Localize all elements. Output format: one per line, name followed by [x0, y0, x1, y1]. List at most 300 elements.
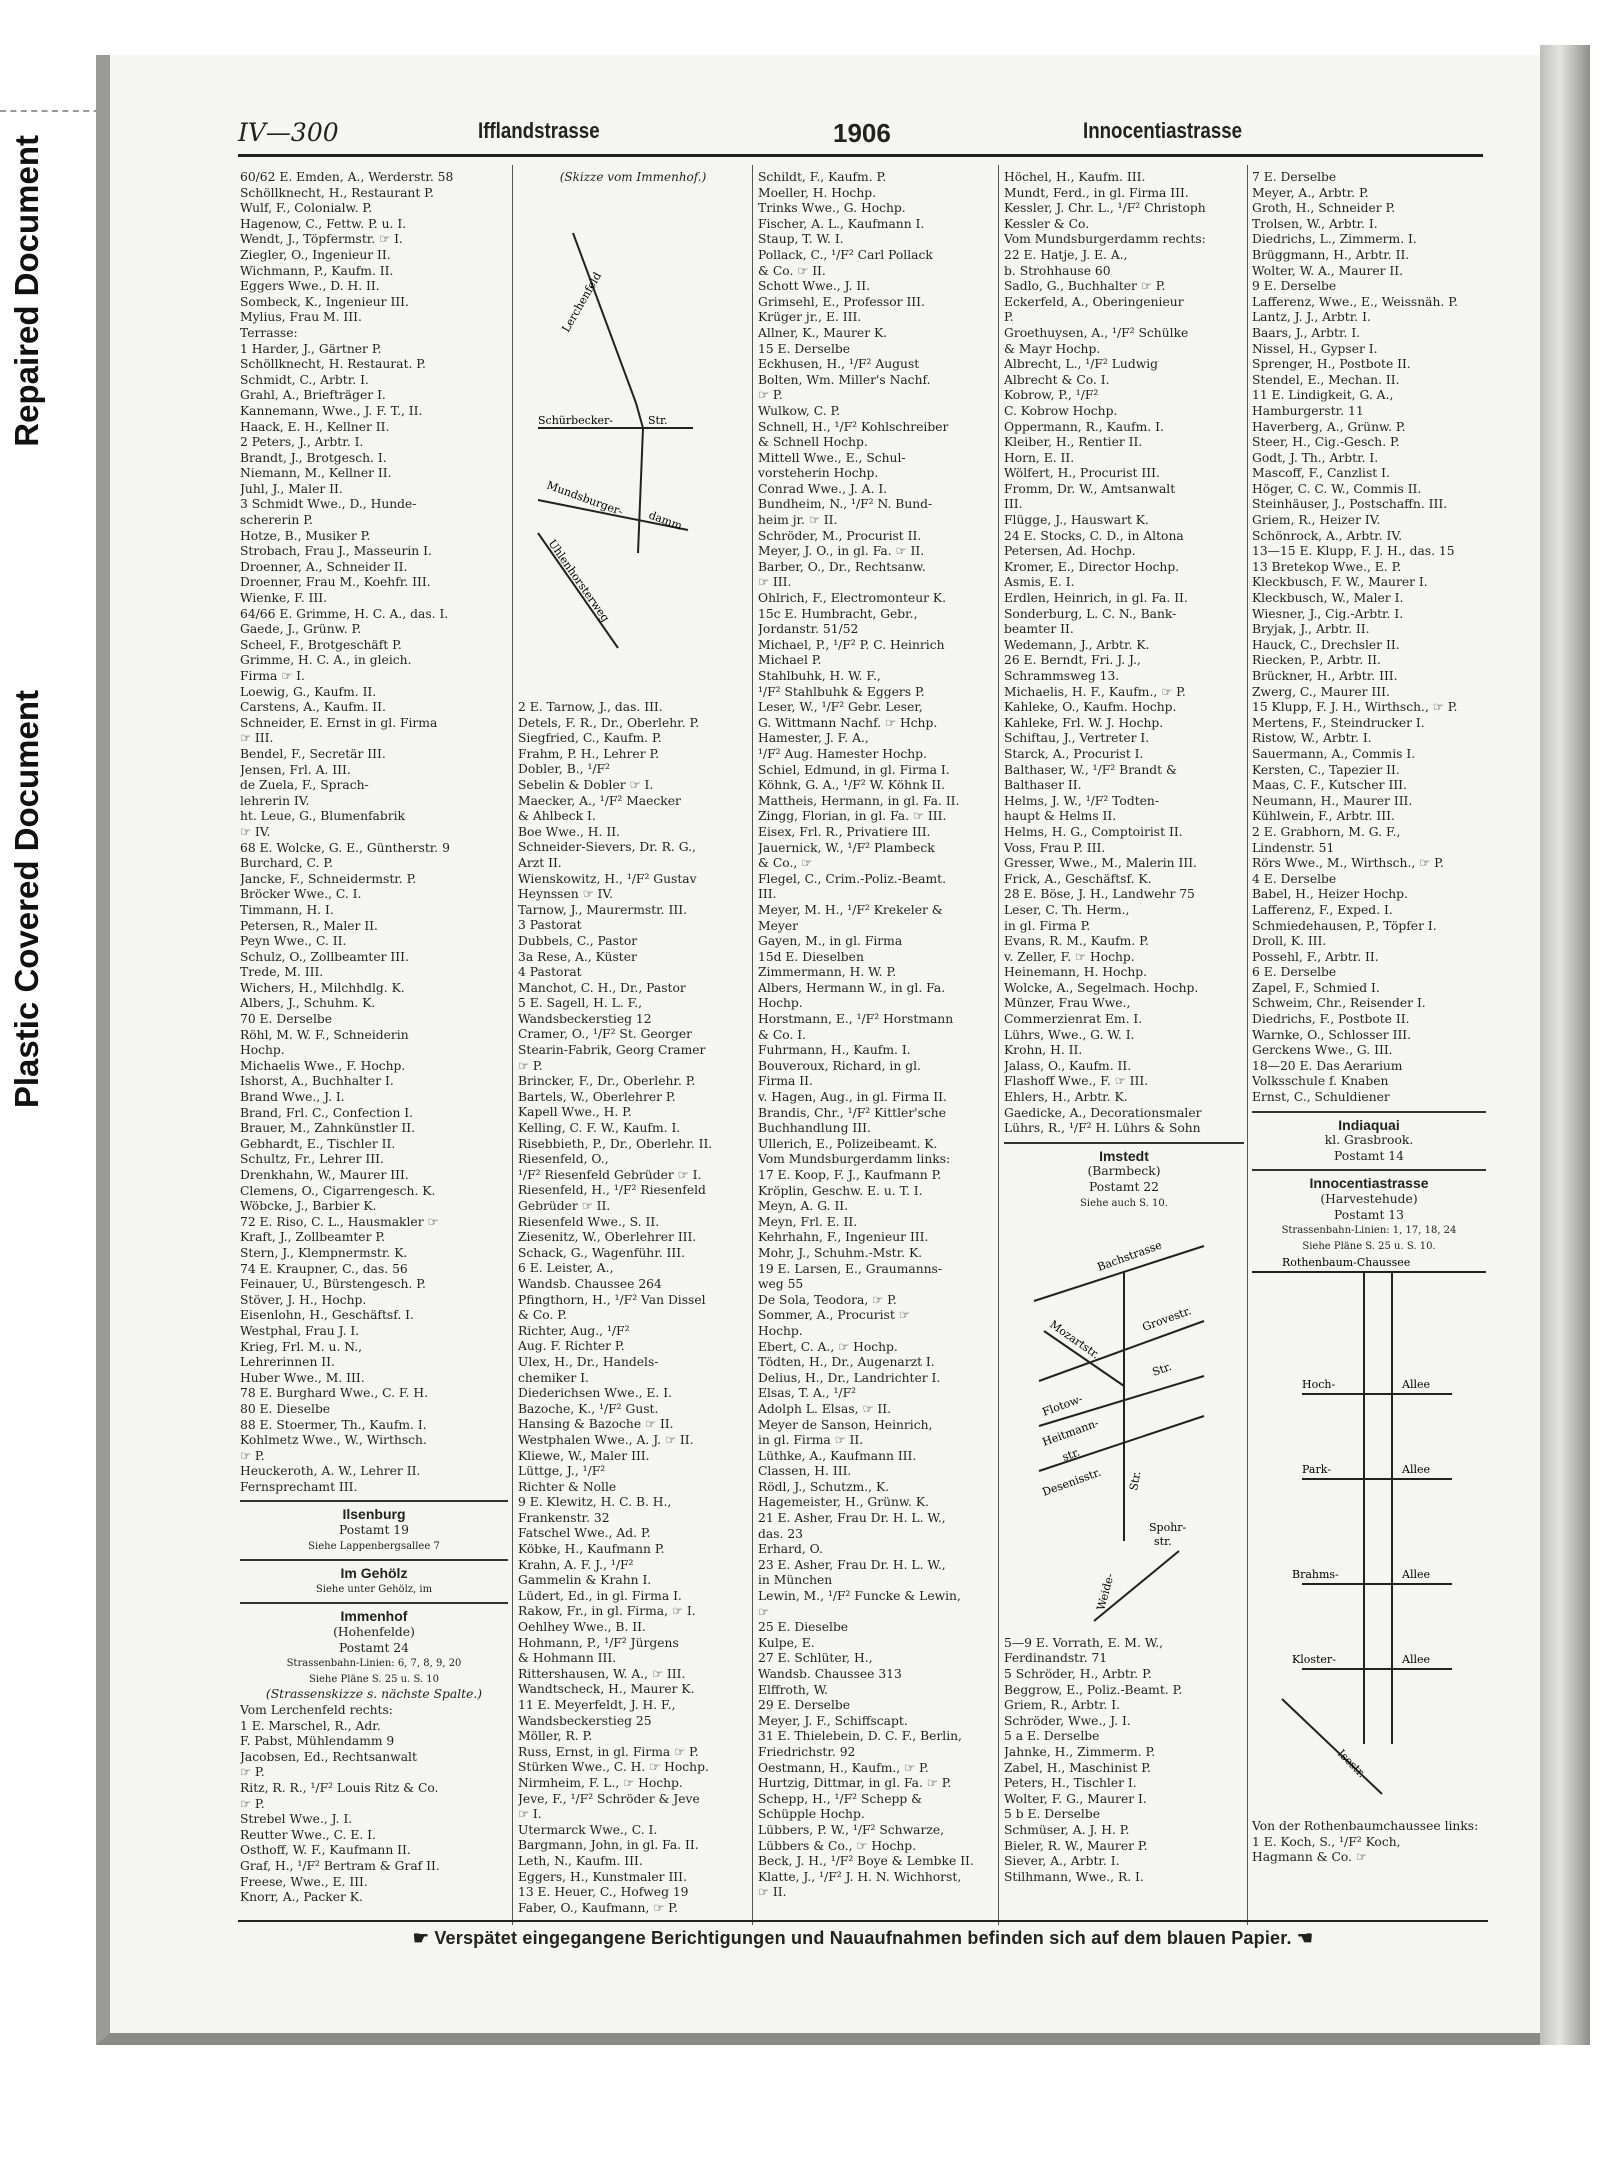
directory-entry: Utermarck Wwe., C. I.: [518, 1822, 658, 1837]
directory-entry: & Hohmann III.: [518, 1651, 617, 1666]
directory-entry: Kessler & Co.: [1004, 216, 1090, 231]
directory-entry: Bieler, R. W., Maurer P.: [1004, 1838, 1148, 1853]
directory-entry: 2 E. Tarnow, J., das. III.: [518, 700, 663, 714]
directory-entry: P.: [1004, 310, 1014, 325]
page-number: IV—300: [238, 118, 339, 147]
directory-entry: Maecker, A., ¹/F² Maecker: [518, 793, 681, 808]
directory-entry: Gayen, M., in gl. Firma: [758, 934, 903, 949]
directory-entry: Wienke, F. III.: [240, 591, 328, 606]
directory-entry: Droenner, A., Schneider II.: [240, 559, 408, 574]
directory-entry: 6 E. Derselbe: [1252, 965, 1337, 980]
directory-entry: Lührs, Wwe., G. W. I.: [1004, 1027, 1135, 1042]
directory-entry: 2 Peters, J., Arbtr. I.: [240, 435, 364, 450]
directory-entry: Fischer, A. L., Kaufmann I.: [758, 216, 925, 231]
map-label: Allee: [1402, 1653, 1430, 1667]
map-label: Str.: [1150, 1360, 1174, 1380]
directory-entry: 15c E. Humbracht, Gebr.,: [758, 606, 918, 621]
directory-entry: Ziegler, O., Ingenieur II.: [240, 247, 391, 262]
directory-entry: Elsas, T. A., ¹/F²: [758, 1386, 857, 1401]
directory-entry: Sebelin & Dobler ☞ I.: [518, 777, 654, 792]
directory-entry: Hagemeister, H., Grünw. K.: [758, 1495, 929, 1510]
directory-entry: Erdlen, Heinrich, in gl. Fa. II.: [1004, 591, 1188, 606]
directory-entry: Fatschel Wwe., Ad. P.: [518, 1526, 651, 1541]
directory-entry: Schneider, E. Ernst in gl. Firma: [240, 715, 438, 730]
imstedt-postamt: Postamt 22: [1089, 1180, 1159, 1194]
map-label-uhlenhorsterweg: Uhlenhorsterweg: [545, 537, 612, 625]
directory-entry: ☞ III.: [758, 575, 792, 590]
pointing-hand-icon: ☛: [412, 1928, 430, 1948]
directory-entry: 5 E. Sagell, H. L. F.,: [518, 996, 643, 1011]
directory-entry: Kromer, E., Director Hochp.: [1004, 559, 1180, 574]
directory-entry: Wolter, F. G., Maurer I.: [1004, 1791, 1147, 1806]
directory-entry: Brincker, F., Dr., Oberlehr. P.: [518, 1074, 696, 1089]
directory-entry: C. Kobrow Hochp.: [1004, 403, 1118, 418]
directory-entry: Schrammsweg 13.: [1004, 669, 1120, 683]
directory-entry: Elffroth, W.: [758, 1682, 829, 1697]
directory-entry: Bolten, Wm. Miller's Nachf.: [758, 372, 931, 387]
directory-entry: Wiesner, J., Cig.-Arbtr. I.: [1252, 606, 1404, 621]
map-label: Kloster-: [1292, 1653, 1336, 1667]
directory-entry: Groth, H., Schneider P.: [1252, 201, 1396, 216]
column-4-entries: [1004, 170, 1244, 1137]
directory-entry: Ziesenitz, W., Oberlehrer III.: [518, 1230, 697, 1245]
directory-entry: Bartels, W., Oberlehrer P.: [518, 1089, 676, 1104]
directory-entry: 21 E. Asher, Frau Dr. H. L. W.,: [758, 1511, 946, 1526]
directory-entry: Mittell Wwe., E., Schul-: [758, 450, 906, 465]
directory-entry: Eisex, Frl. R., Privatiere III.: [758, 824, 931, 839]
column-1: [240, 170, 508, 1915]
directory-entry: Schöllknecht, H. Restaurat. P.: [240, 357, 426, 372]
directory-entry: 5 Schröder, H., Arbtr. P.: [1004, 1666, 1152, 1681]
directory-entry: Helms, J. W., ¹/F² Todten-: [1004, 793, 1159, 808]
directory-entry: Grahl, A., Briefträger I.: [240, 388, 386, 403]
map-label: Park-: [1302, 1463, 1331, 1477]
directory-entry: Kleckbusch, F. W., Maurer I.: [1252, 575, 1428, 590]
directory-entry: 64/66 E. Grimme, H. C. A., das. I.: [240, 606, 449, 621]
directory-entry: Meyer, M. H., ¹/F² Krekeler &: [758, 902, 943, 917]
directory-entry: Von der Rothenbaumchaussee links:: [1252, 1818, 1479, 1833]
imstedt-title: Imstedt: [1099, 1148, 1149, 1164]
map-label-mundsburger: Mundsburger-: [544, 478, 625, 519]
directory-entry: Brand Wwe., J. I.: [240, 1090, 345, 1105]
directory-entry: Trinks Wwe., G. Hochp.: [758, 201, 906, 216]
directory-entry: F. Pabst, Mühlendamm 9: [240, 1734, 395, 1749]
directory-entry: Kliewe, W., Maler III.: [518, 1448, 650, 1463]
directory-entry: Brauer, M., Zahnkünstler II.: [240, 1121, 415, 1136]
directory-entry: Risebbieth, P., Dr., Oberlehr. II.: [518, 1136, 713, 1151]
directory-entry: Riecken, P., Arbtr. II.: [1252, 653, 1381, 668]
directory-entry: 11 E. Meyerfeldt, J. H. F.,: [518, 1698, 676, 1712]
immenhof-lines: Strassenbahn-Linien: 6, 7, 8, 9, 20: [286, 1658, 462, 1670]
directory-entry: Steer, H., Cig.-Gesch. P.: [1252, 435, 1400, 450]
directory-entry: Jeve, F., ¹/F² Schröder & Jeve: [518, 1791, 700, 1806]
directory-entry: Trede, M. III.: [240, 965, 324, 980]
directory-entry: 1 Harder, J., Gärtner P.: [240, 341, 382, 356]
directory-entry: 4 E. Derselbe: [1252, 871, 1337, 886]
directory-entry: Ebert, C. A., ☞ Hochp.: [758, 1339, 898, 1354]
directory-entry: Griem, R., Heizer IV.: [1252, 513, 1381, 528]
directory-entry: Friedrichstr. 92: [758, 1744, 856, 1759]
directory-entry: Timmann, H. I.: [240, 902, 334, 917]
column-1-lower-entries: [240, 1703, 508, 1906]
directory-entry: Lehrerinnen II.: [240, 1355, 335, 1370]
rule: [240, 1500, 508, 1502]
directory-entry: das. 23: [758, 1526, 803, 1541]
directory-entry: Jahnke, H., Zimmerm. P.: [1004, 1744, 1156, 1759]
directory-entry: Zwerg, C., Maurer III.: [1252, 684, 1390, 699]
directory-entry: Schmiedehausen, P., Töpfer I.: [1252, 918, 1437, 933]
map-label: str.: [1154, 1535, 1172, 1549]
directory-entry: Heinemann, H. Hochp.: [1004, 965, 1148, 980]
directory-entry: 31 E. Thielebein, D. C. F., Berlin,: [758, 1729, 962, 1744]
directory-entry: Hagmann & Co. ☞: [1252, 1850, 1367, 1865]
directory-entry: 74 E. Kraupner, C., das. 56: [240, 1261, 408, 1276]
directory-entry: Hochp.: [240, 1043, 285, 1058]
directory-entry: vorsteherin Hochp.: [758, 466, 879, 481]
directory-entry: Detels, F. R., Dr., Oberlehr. P.: [518, 715, 700, 730]
directory-entry: Scheel, F., Brotgeschäft P.: [240, 637, 402, 652]
directory-entry: Frankenstr. 32: [518, 1510, 610, 1525]
directory-entry: Jensen, Frl. A. III.: [240, 762, 351, 777]
directory-entry: Schweim, Chr., Reisender I.: [1252, 996, 1426, 1011]
directory-entry: Lührs, R., ¹/F² H. Lührs & Sohn: [1004, 1121, 1201, 1136]
directory-entry: 5—9 E. Vorrath, E. M. W.,: [1004, 1635, 1164, 1650]
directory-entry: Groethuysen, A., ¹/F² Schülke: [1004, 325, 1189, 340]
map-label: Brahms-: [1292, 1568, 1339, 1582]
directory-entry: Ferdinandstr. 71: [1004, 1651, 1108, 1666]
directory-entry: Meyer, J. O., in gl. Fa. ☞ II.: [758, 544, 925, 559]
innocentia-plans: Siehe Pläne S. 25 u. S. 10.: [1302, 1240, 1436, 1252]
directory-entry: Rittershausen, W. A., ☞ III.: [518, 1666, 686, 1681]
directory-entry: Droll, K. III.: [1252, 934, 1327, 949]
directory-entry: Wichmann, P., Kaufm. II.: [240, 263, 394, 278]
directory-entry: ☞ P.: [240, 1796, 265, 1811]
directory-entry: Wandsb. Chaussee 264: [518, 1276, 662, 1291]
directory-entry: Kraft, J., Zollbeamter P.: [240, 1230, 386, 1245]
directory-entry: Ohlrich, F., Electromonteur K.: [758, 591, 947, 606]
immenhof-title: Immenhof: [340, 1609, 408, 1625]
directory-entry: Brand, Frl. C., Confection I.: [240, 1105, 414, 1120]
directory-entry: Stahlbuhk, H. W. F.,: [758, 669, 881, 683]
innocentia-lines: Strassenbahn-Linien: 1, 17, 18, 24: [1281, 1225, 1457, 1237]
directory-entry: Freese, Wwe., E. III.: [240, 1874, 368, 1889]
directory-entry: Starck, A., Procurist I.: [1004, 746, 1144, 761]
column-3-entries: [758, 170, 994, 1901]
directory-entry: heim jr. ☞ II.: [758, 513, 838, 528]
map-label-damm: damm: [646, 508, 684, 533]
directory-entry: Jordanstr. 51/52: [758, 622, 859, 637]
directory-entry: Schiftau, J., Vertreter I.: [1004, 731, 1150, 746]
directory-entry: Flashoff Wwe., F. ☞ III.: [1004, 1074, 1149, 1089]
directory-entry: Michael, P., ¹/F² P. C. Heinrich: [758, 637, 945, 652]
directory-entry: Lafferenz, F., Exped. I.: [1252, 902, 1393, 917]
divider: [0, 110, 110, 112]
directory-entry: Mohr, J., Schuhm.-Mstr. K.: [758, 1245, 923, 1260]
directory-entry: Graf, H., ¹/F² Bertram & Graf II.: [240, 1858, 440, 1873]
directory-entry: Commerzienrat Em. I.: [1004, 1012, 1143, 1027]
directory-entry: Wölfert, H., Procurist III.: [1004, 466, 1160, 481]
directory-entry: Zabel, H., Maschinist P.: [1004, 1760, 1151, 1775]
directory-entry: Sauermann, A., Commis I.: [1252, 746, 1416, 761]
directory-entry: Gresser, Wwe., M., Malerin III.: [1004, 856, 1197, 871]
directory-entry: Hauck, C., Drechsler II.: [1252, 637, 1400, 652]
directory-entry: Stearin-Fabrik, Georg Cramer: [518, 1043, 706, 1058]
directory-entry: Schmüser, A. J. H. P.: [1004, 1822, 1130, 1837]
directory-entry: Gaede, J., Grünw. P.: [240, 622, 362, 637]
directory-entry: chemiker I.: [518, 1370, 589, 1385]
directory-entry: Ritz, R. R., ¹/F² Louis Ritz & Co.: [240, 1780, 439, 1795]
directory-entry: Aug. F. Richter P.: [518, 1339, 625, 1354]
directory-entry: Niemann, M., Kellner II.: [240, 466, 392, 481]
directory-entry: in gl. Firma P.: [1004, 918, 1091, 933]
map-street-line: [636, 403, 643, 428]
directory-entry: Horn, E. II.: [1004, 450, 1075, 465]
directory-entry: Westphalen Wwe., A. J. ☞ II.: [518, 1432, 694, 1447]
innocentia-title: Innocentiastrasse: [1309, 1176, 1429, 1192]
column-divider: [752, 165, 753, 1925]
directory-entry: Barber, O., Dr., Rechtsanw.: [758, 559, 926, 574]
directory-entry: Beck, J. H., ¹/F² Boye & Lembke II.: [758, 1854, 974, 1869]
directory-entry: ☞ I.: [518, 1807, 542, 1822]
street-left: Ifflandstrasse: [478, 118, 600, 143]
directory-entry: & Co. I.: [758, 1027, 807, 1042]
directory-entry: Mundt, Ferd., in gl. Firma III.: [1004, 185, 1189, 200]
directory-entry: Manchot, C. H., Dr., Pastor: [518, 980, 686, 995]
directory-entry: Zimmermann, H. W. P.: [758, 965, 897, 980]
directory-entry: Peyn Wwe., C. II.: [240, 934, 347, 949]
directory-entry: 2 E. Grabhorn, M. G. F.,: [1252, 824, 1401, 839]
directory-entry: Krüger jr., E. III.: [758, 310, 862, 325]
directory-entry: & Ahlbeck I.: [518, 809, 596, 824]
directory-entry: Oestmann, H., Kaufm., ☞ P.: [758, 1760, 929, 1775]
directory-entry: Lüttge, J., ¹/F²: [518, 1464, 606, 1479]
directory-entry: 6 E. Leister, A.,: [518, 1261, 614, 1276]
directory-entry: Bazoche, K., ¹/F² Gust.: [518, 1401, 659, 1416]
directory-entry: 80 E. Dieselbe: [240, 1401, 331, 1416]
directory-entry: 19 E. Larsen, E., Graumanns-: [758, 1261, 943, 1276]
directory-entry: Meyer, J. F., Schiffscapt.: [758, 1713, 908, 1728]
directory-entry: Flegel, C., Crim.-Poliz.-Beamt.: [758, 871, 947, 886]
directory-entry: & Co. P.: [518, 1308, 567, 1323]
immenhof-subtitle: (Hohenfelde): [333, 1625, 415, 1640]
directory-entry: Fromm, Dr. W., Amtsanwalt: [1004, 481, 1176, 496]
directory-entry: Oppermann, R., Kaufm. I.: [1004, 419, 1164, 434]
directory-entry: Sombeck, K., Ingenieur III.: [240, 294, 409, 309]
directory-entry: Warnke, O., Schlosser III.: [1252, 1027, 1412, 1042]
immenhof-postamt: Postamt 24: [339, 1640, 409, 1655]
directory-entry: De Sola, Teodora, ☞ P.: [758, 1292, 897, 1307]
directory-entry: ¹/F² Riesenfeld Gebrüder ☞ I.: [518, 1167, 702, 1182]
column-2: [518, 170, 748, 1915]
directory-entry: Schack, G., Wagenführ. III.: [518, 1245, 686, 1260]
imstedt-note: Siehe auch S. 10.: [1080, 1197, 1168, 1209]
directory-entry: Kleiber, H., Rentier II.: [1004, 435, 1143, 450]
directory-entry: Krahn, A. F. J., ¹/F²: [518, 1557, 634, 1572]
map-label-schuerbecker: Schürbecker-: [538, 414, 613, 427]
directory-entry: Wienskowitz, H., ¹/F² Gustav: [518, 871, 697, 886]
rule: [1252, 1111, 1486, 1113]
directory-entry: Horstmann, E., ¹/F² Horstmann: [758, 1012, 954, 1027]
directory-entry: Köhnk, G. A., ¹/F² W. Köhnk II.: [758, 778, 946, 793]
directory-entry: Classen, H. III.: [758, 1464, 852, 1479]
directory-entry: ☞ P.: [758, 388, 783, 403]
directory-entry: ☞ II.: [758, 1885, 787, 1900]
immenhof-map: [518, 188, 748, 698]
immenhof-plans: Siehe Pläne S. 25 u. S. 10: [308, 1673, 440, 1685]
directory-entry: Sadlo, G., Buchhalter ☞ P.: [1004, 279, 1166, 294]
directory-entry: Haack, E. H., Kellner II.: [240, 419, 390, 434]
directory-entry: Meyer, A., Arbtr. P.: [1252, 185, 1369, 200]
directory-entry: Reutter Wwe., C. E. I.: [240, 1827, 376, 1842]
column-2-entries: [518, 700, 748, 1915]
directory-entry: Mylius, Frau M. III.: [240, 310, 362, 325]
directory-entry: Meyer: [758, 918, 798, 933]
directory-entry: Eggers, H., Kunstmaler III.: [518, 1869, 687, 1884]
directory-entry: Pfingthorn, H., ¹/F² Van Dissel: [518, 1292, 706, 1307]
directory-entry: G. Wittmann Nachf. ☞ Hchp.: [758, 715, 938, 730]
directory-entry: Stürken Wwe., C. H. ☞ Hochp.: [518, 1760, 709, 1775]
directory-entry: Schröder, Wwe., J. I.: [1004, 1713, 1131, 1728]
column-3: [758, 170, 994, 1915]
directory-entry: Knorr, A., Packer K.: [240, 1890, 363, 1905]
directory-entry: Kröplin, Geschw. E. u. T. I.: [758, 1183, 923, 1198]
directory-entry: Loewig, G., Kaufm. II.: [240, 684, 377, 699]
directory-entry: & Mayr Hochp.: [1004, 341, 1101, 356]
map-label: str.: [1060, 1445, 1082, 1465]
directory-entry: Lübbers, P. W., ¹/F² Schwarze,: [758, 1822, 945, 1837]
directory-entry: Carstens, A., Kaufm. II.: [240, 700, 386, 715]
gehoelz-note: Siehe unter Gehölz, im: [315, 1583, 433, 1595]
directory-entry: Burchard, C. P.: [240, 856, 334, 871]
directory-entry: Adolph L. Elsas, ☞ II.: [758, 1401, 892, 1416]
ilsenburg-title: Ilsenburg: [342, 1507, 406, 1523]
directory-entry: Vom Mundsburgerdamm rechts:: [1004, 232, 1206, 247]
map-label: Isestr.: [1334, 1747, 1369, 1781]
directory-entry: Heuckeroth, A. W., Lehrer II.: [240, 1464, 421, 1479]
directory-entry: Wandsbeckerstieg 12: [518, 1011, 652, 1026]
directory-entry: Nissel, H., Gypser I.: [1252, 341, 1378, 356]
directory-entry: Gammelin & Krahn I.: [518, 1573, 652, 1588]
directory-entry: Trolsen, W., Arbtr. I.: [1252, 216, 1378, 231]
directory-entry: Faber, O., Kaufmann, ☞ P.: [518, 1900, 678, 1915]
directory-entry: Rödl, J., Schutzm., K.: [758, 1479, 890, 1494]
imstedt-map: [1004, 1211, 1244, 1631]
column-4-lower-entries: [1004, 1636, 1244, 1886]
directory-entry: Schmidt, C., Arbtr. I.: [240, 372, 369, 387]
directory-entry: 25 E. Dieselbe: [758, 1620, 849, 1635]
directory-entry: 4 Pastorat: [518, 965, 582, 980]
directory-entry: Wulkow, C. P.: [758, 403, 841, 418]
repaired-document-label: Repaired Document: [8, 135, 45, 447]
directory-entry: ¹/F² Stahlbuhk & Eggers P.: [758, 684, 925, 699]
directory-entry: Possehl, F., Arbtr. II.: [1252, 949, 1379, 964]
directory-entry: Russ, Ernst, in gl. Firma ☞ P.: [518, 1744, 699, 1759]
directory-entry: Wandtscheck, H., Maurer K.: [518, 1682, 695, 1697]
directory-entry: 17 E. Koop, F. J., Kaufmann P.: [758, 1168, 942, 1182]
directory-entry: 1 E. Marschel, R., Adr.: [240, 1718, 381, 1733]
street-right: Innocentiastrasse: [1083, 118, 1243, 143]
directory-entry: Sonderburg, L. C. N., Bank-: [1004, 606, 1177, 621]
directory-entry: ☞: [758, 1604, 770, 1619]
directory-entry: in München: [758, 1573, 833, 1588]
directory-entry: Eckerfeld, A., Oberingenieur: [1004, 294, 1184, 309]
directory-entry: Brandt, J., Brotgesch. I.: [240, 450, 387, 465]
directory-entry: 26 E. Berndt, Fri. J. J.,: [1004, 653, 1141, 668]
column-divider: [512, 165, 513, 1925]
directory-entry: Wandsbeckerstieg 25: [518, 1713, 652, 1728]
map-label: Grovestr.: [1140, 1304, 1193, 1335]
directory-entry: Jauernick, W., ¹/F² Plambeck: [758, 840, 935, 855]
directory-entry: Staup, T. W. I.: [758, 232, 844, 247]
directory-entry: Vom Mundsburgerdamm links:: [758, 1152, 951, 1167]
directory-entry: Gebhardt, E., Tischler II.: [240, 1136, 396, 1151]
directory-entry: Voss, Frau P. III.: [1004, 840, 1106, 855]
map-label: Str.: [1127, 1470, 1144, 1492]
directory-entry: in gl. Firma ☞ II.: [758, 1433, 864, 1448]
directory-entry: Stendel, E., Mechan. II.: [1252, 372, 1400, 387]
directory-entry: Osthoff, W. F., Kaufmann II.: [240, 1843, 411, 1858]
directory-entry: Jalass, O., Kaufm. II.: [1004, 1058, 1132, 1073]
directory-entry: 22 E. Hatje, J. E. A.,: [1004, 247, 1128, 262]
directory-entry: Lantz, J. J., Arbtr. I.: [1252, 310, 1371, 325]
directory-entry: Wöbcke, J., Barbier K.: [240, 1199, 377, 1214]
directory-entry: Richter, Aug., ¹/F²: [518, 1323, 630, 1338]
directory-entry: 13 Bretekop Wwe., E. P.: [1252, 559, 1402, 574]
directory-entry: Tarnow, J., Maurermstr. III.: [518, 902, 687, 917]
immenhof-map-caption: (Skizze vom Immenhof.): [559, 170, 707, 184]
directory-entry: Schüpple Hochp.: [758, 1807, 865, 1822]
directory-entry: Eckhusen, H., ¹/F² August: [758, 357, 920, 372]
directory-entry: Michaelis Wwe., F. Hochp.: [240, 1058, 406, 1073]
directory-entry: Ishorst, A., Buchhalter I.: [240, 1074, 394, 1089]
directory-entry: Schöllknecht, H., Restaurant P.: [240, 185, 434, 200]
column-5: [1252, 170, 1486, 1915]
column-5-lower-entries: [1252, 1819, 1486, 1866]
directory-entry: Lübbers & Co., ☞ Hochp.: [758, 1838, 917, 1853]
directory-entry: Hamester, J. F. A.,: [758, 731, 869, 746]
directory-entry: Meyn, Frl. E. II.: [758, 1214, 858, 1229]
directory-entry: 23 E. Asher, Frau Dr. H. L. W.,: [758, 1557, 946, 1572]
directory-entry: Münzer, Frau Wwe.,: [1004, 996, 1131, 1011]
map-label: Hoch-: [1302, 1378, 1336, 1392]
directory-entry: Stilhmann, Wwe., R. I.: [1004, 1869, 1144, 1884]
directory-entry: 3a Rese, A., Küster: [518, 949, 637, 964]
directory-entry: Kleckbusch, W., Maler I.: [1252, 591, 1404, 606]
directory-entry: Evans, R. M., Kaufm. P.: [1004, 934, 1149, 949]
directory-entry: Droenner, Frau M., Koehfr. III.: [240, 575, 431, 590]
directory-entry: Petersen, Ad. Hochp.: [1004, 544, 1136, 559]
map-label: Allee: [1402, 1378, 1430, 1392]
directory-entry: Pollack, C., ¹/F² Carl Pollack: [758, 247, 933, 262]
directory-entry: 3 Pastorat: [518, 918, 582, 933]
directory-entry: Huber Wwe., M. III.: [240, 1370, 365, 1385]
rule: [1004, 1142, 1244, 1144]
directory-entry: 11 E. Lindigkeit, G. A.,: [1252, 388, 1394, 403]
directory-entry: Kannemann, Wwe., J. F. T., II.: [240, 403, 423, 418]
rule: [240, 1602, 508, 1604]
directory-entry: Bundheim, N., ¹/F² N. Bund-: [758, 497, 933, 512]
innocentia-subtitle: (Harvestehude): [1320, 1192, 1418, 1206]
directory-entry: Delius, H., Dr., Landrichter I.: [758, 1370, 941, 1385]
directory-entry: Sommer, A., Procurist ☞: [758, 1308, 910, 1323]
directory-entry: Hurtzig, Dittmar, in gl. Fa. ☞ P.: [758, 1776, 952, 1791]
directory-entry: Rakow, Fr., in gl. Firma, ☞ I.: [518, 1604, 696, 1619]
directory-entry: Heynssen ☞ IV.: [518, 887, 614, 902]
directory-entry: Mascoff, F., Canzlist I.: [1252, 466, 1390, 481]
directory-entry: Bryjak, J., Arbtr. II.: [1252, 622, 1370, 637]
directory-entry: de Zuela, F., Sprach-: [240, 778, 369, 793]
directory-entry: Wulf, F., Colonialw. P.: [240, 201, 373, 216]
